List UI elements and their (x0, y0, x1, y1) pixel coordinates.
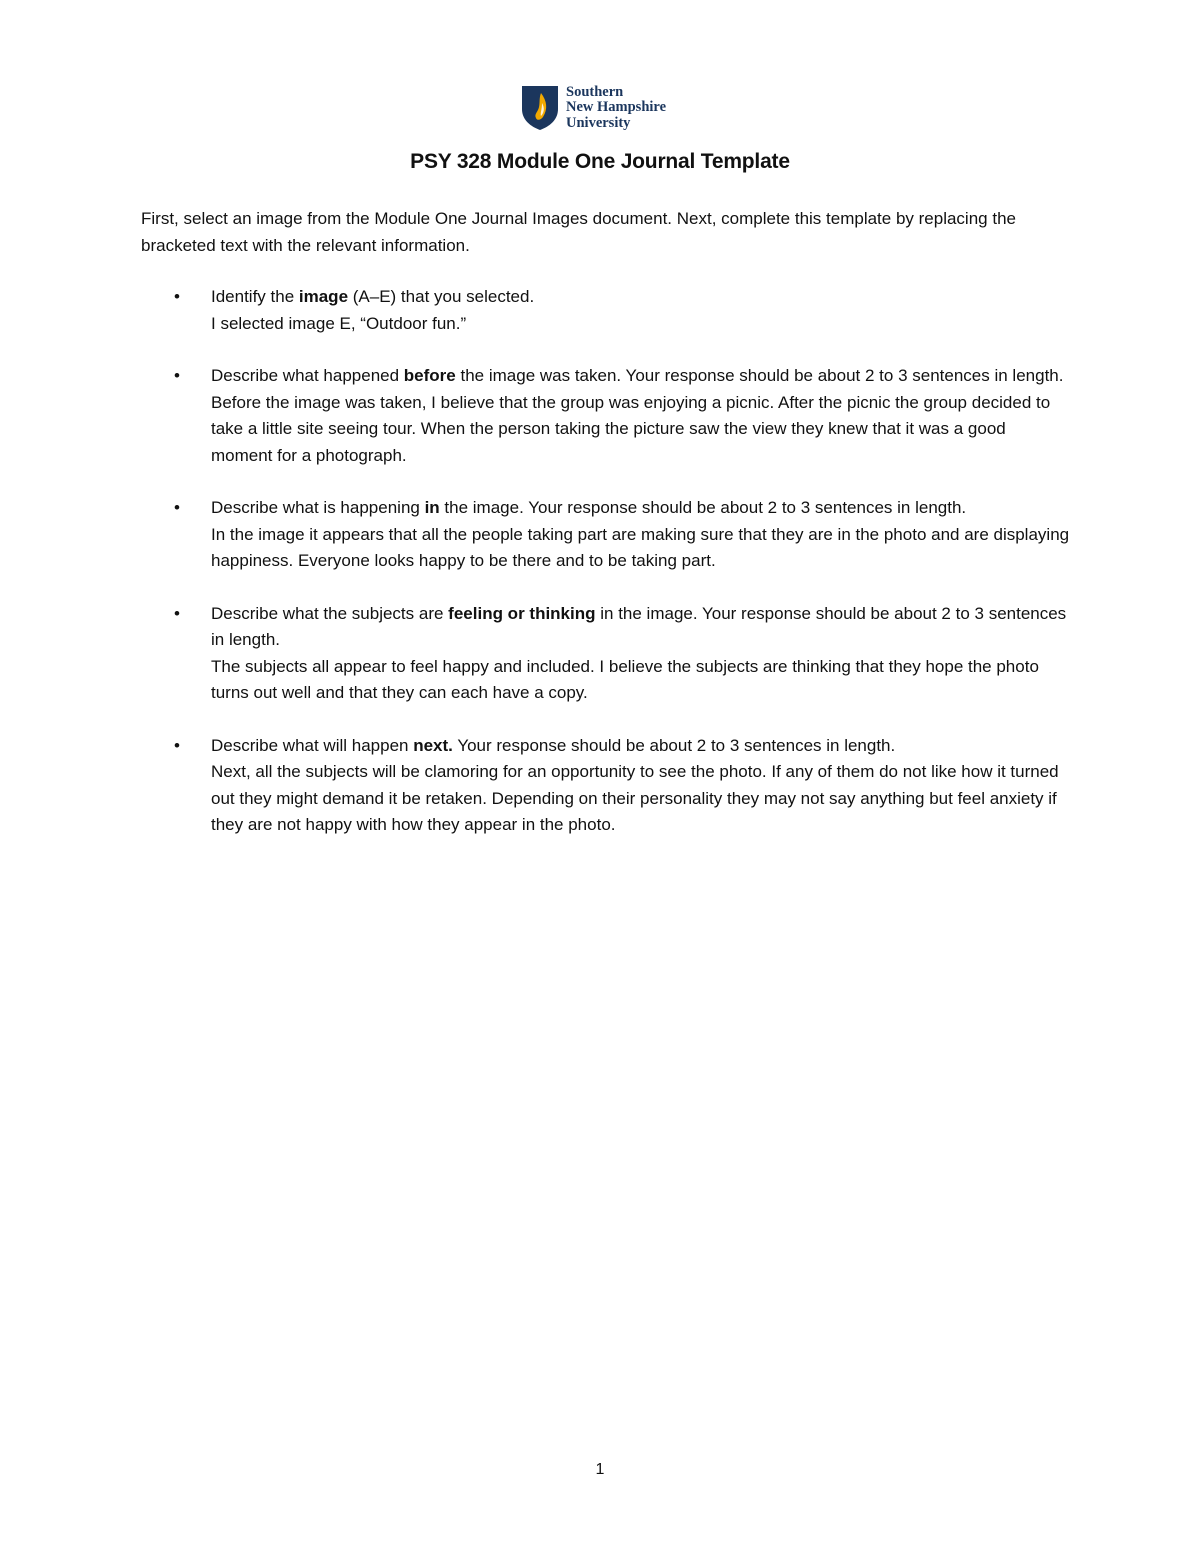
bullet-list (0, 284, 1200, 865)
prompt-text: (A–E) that you selected. (348, 287, 535, 306)
bullet-icon: • (174, 287, 180, 306)
item-prompt (211, 363, 1071, 390)
prompt-emphasis: image (298, 287, 349, 306)
prompt-text: Your response should be about 2 to 3 sentences in length. (452, 735, 896, 755)
bullet-icon: • (174, 735, 180, 755)
list-item (174, 284, 1071, 337)
prompt-emphasis: feeling or thinking (448, 603, 596, 623)
prompt-text: in the image. Your response should be about 2 to 3 sentences in length. (211, 603, 1067, 649)
prompt-text: Describe what will happen (211, 735, 414, 755)
prompt-emphasis: in (424, 498, 440, 517)
prompt-text: the image was taken. Your response should be about 2 to 3 sentences in length. (455, 366, 1064, 385)
prompt-emphasis: next. (413, 735, 453, 755)
item-prompt (211, 601, 1071, 654)
item-response: Next, all the subjects will be clamoring for an opportunity to see the photo. If any of them do not like how it turned out they might demand it be retaken. Depending on their personality they may not say anything but feel anxiety if they are not happy with how they appear in the photo. (211, 762, 1059, 834)
item-prompt (211, 733, 1071, 760)
item-response: Before the image was taken, I believe that the group was enjoying a picnic. After the picnic the group decided to take a little site seeing tour. When the person taking the picture saw the view they knew that it was a good moment for a photograph. (211, 392, 1051, 465)
prompt-text: Describe what is happening (211, 498, 425, 517)
item-prompt (211, 495, 1071, 522)
prompt-text: Identify the (211, 287, 299, 306)
intro-paragraph: First, select an image from the Module One Journal Images document. Next, complete this template by replacing the bracketed text with the relevant information. (141, 209, 1016, 255)
logo-line-1: Southern (566, 83, 624, 100)
list-item (174, 733, 1071, 839)
item-response: The subjects all appear to feel happy and included. I believe the subjects are thinking that they hope the photo turns out well and that they can each have a copy. (211, 656, 1039, 702)
logo-line-2: New Hampshire (566, 99, 667, 116)
flame-shield-icon (521, 85, 559, 131)
bullet-icon: • (174, 603, 180, 623)
item-response: I selected image E, “Outdoor fun.” (211, 313, 467, 333)
logo-line-3: University (566, 114, 631, 131)
page-number: 1 (595, 1461, 605, 1478)
bullet-icon: • (174, 366, 180, 385)
list-item (174, 601, 1071, 707)
list-item (174, 363, 1071, 469)
logo-wordmark (566, 85, 666, 132)
document-title: PSY 328 Module One Journal Template (410, 150, 790, 173)
prompt-text: Describe what happened (211, 366, 404, 385)
prompt-text: Describe what the subjects are (211, 603, 449, 623)
prompt-emphasis: before (403, 366, 456, 385)
item-prompt (211, 284, 1071, 311)
prompt-text: the image. Your response should be about 2 to 3 sentences in length. (439, 498, 967, 517)
bullet-icon: • (174, 498, 180, 517)
list-item (174, 495, 1071, 575)
item-response: In the image it appears that all the people taking part are making sure that they are in the photo and are displaying happiness. Everyone looks happy to be there and to be taking part. (211, 524, 1070, 570)
university-logo (521, 84, 666, 132)
